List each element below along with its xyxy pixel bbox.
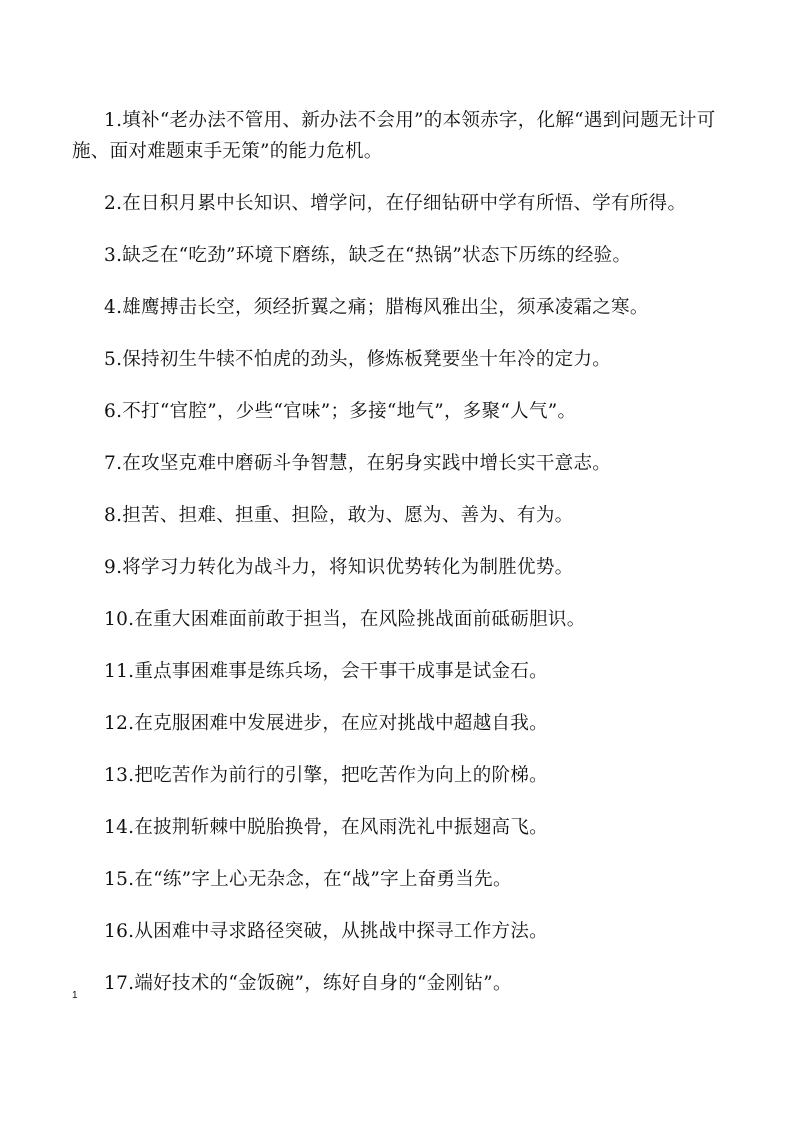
list-item: 1.填补“老办法不管用、新办法不会用”的本领赤字，化解“遇到问题无计可施、面对难题束手无策”的能力危机。	[72, 110, 716, 162]
list-item: 11.重点事困难事是练兵场，会干事干成事是试金石。	[104, 661, 548, 682]
page-number: 1	[72, 990, 78, 1001]
list-item: 17.端好技术的“金饭碗”，练好自身的“金刚钻”。	[104, 973, 512, 994]
list-item: 15.在“练”字上心无杂念，在“战”字上奋勇当先。	[104, 869, 512, 890]
list-item: 13.把吃苦作为前行的引擎，把吃苦作为向上的阶梯。	[104, 765, 548, 786]
list-item: 3.缺乏在“吃劲”环境下磨练，缺乏在“热锅”状态下历练的经验。	[104, 245, 632, 266]
list-item: 4.雄鹰搏击长空，须经折翼之痛；腊梅风雅出尘，须承凌霜之寒。	[104, 297, 649, 318]
list-item: 16.从困难中寻求路径突破，从挑战中探寻工作方法。	[104, 921, 548, 942]
list-item: 2.在日积月累中长知识、增学问，在仔细钻研中学有所悟、学有所得。	[104, 193, 687, 214]
document-body	[72, 105, 722, 1020]
list-item: 7.在攻坚克难中磨砺斗争智慧，在躬身实践中增长实干意志。	[104, 453, 612, 474]
list-item: 8.担苦、担难、担重、担险，敢为、愿为、善为、有为。	[104, 505, 574, 526]
list-item: 12.在克服困难中发展进步，在应对挑战中超越自我。	[104, 713, 548, 734]
list-item: 10.在重大困难面前敢于担当，在风险挑战面前砥砺胆识。	[104, 609, 586, 630]
list-item: 14.在披荆斩棘中脱胎换骨，在风雨洗礼中振翅高飞。	[104, 817, 548, 838]
list-item: 6.不打“官腔”，少些“官味”；多接“地气”，多聚“人气”。	[104, 401, 577, 422]
list-item: 5.保持初生牛犊不怕虎的劲头，修炼板凳要坐十年冷的定力。	[104, 349, 612, 370]
list-item: 9.将学习力转化为战斗力，将知识优势转化为制胜优势。	[104, 557, 574, 578]
